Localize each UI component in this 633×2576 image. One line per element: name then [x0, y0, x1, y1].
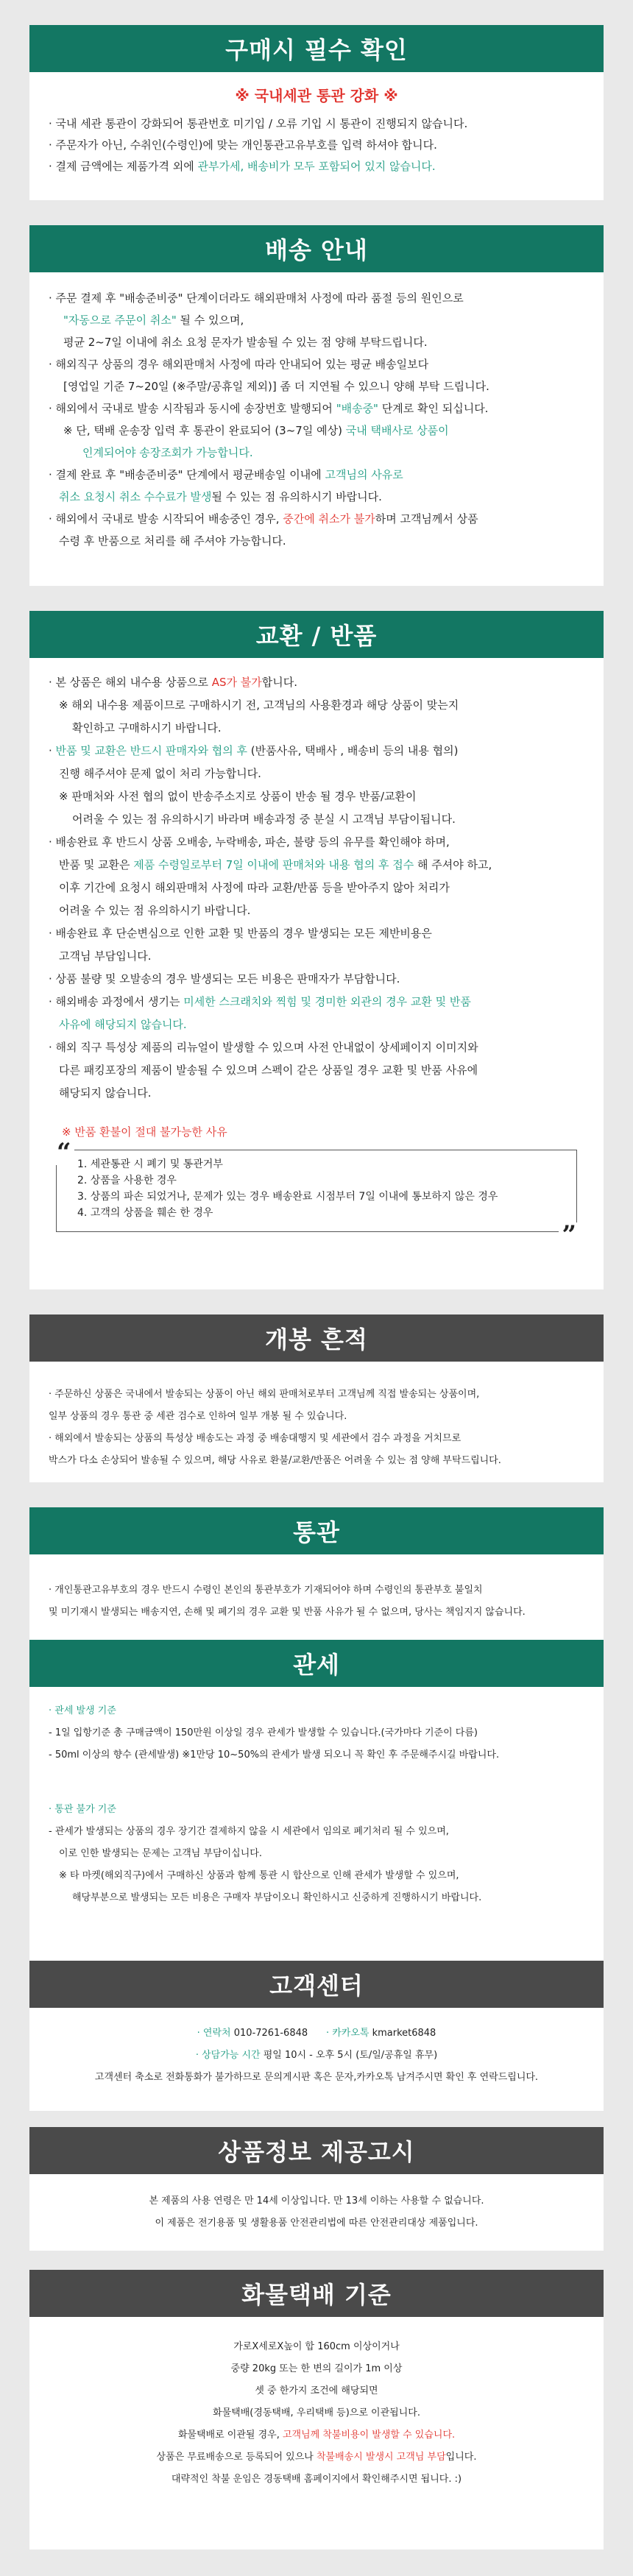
shipping-line: ※ 단, 택배 운송장 입력 후 통관이 완료되어 (3~7일 예상) 국내 택배사로 상품이	[63, 424, 449, 437]
shipping-line: 평균 2~7일 이내에 취소 요청 문자가 발송될 수 있는 점 양해 부탁드립니다.	[63, 336, 428, 349]
tax-line: - 50ml 이상의 향수 (관세발생) ※1만당 10~50%의 관세가 발생 되오니 꼭 확인 후 주문해주시길 바랍니다.	[49, 1749, 500, 1761]
tax-sub-heading: · 관세 발생 기준	[49, 1705, 116, 1716]
reason-item: 1. 세관통관 시 폐기 및 통관거부	[77, 1158, 223, 1170]
tax-sub-heading: · 통관 불가 기준	[49, 1804, 116, 1815]
customs-alert: ※ 국내세관 통관 강화 ※	[235, 87, 398, 105]
cs-section	[29, 1961, 604, 2111]
exchange-line: 어려울 수 있는 점 유의하시기 바라며 배송과정 중 분실 시 고객님 부담이됩니다.	[72, 813, 456, 826]
freight-line: 가로X세로X높이 합 160cm 이상이거나	[233, 2341, 400, 2352]
tax-line: 이로 인한 발생되는 문제는 고객님 부담이십니다.	[59, 1848, 262, 1859]
opening-line: · 해외에서 발송되는 상품의 특성상 배송도는 과정 중 배송대행지 및 세관에서 검수 과정을 거치므로	[49, 1433, 462, 1444]
exchange-line: 확인하고 구매하시기 바랍니다.	[72, 721, 222, 735]
shipping-section	[29, 225, 604, 586]
cs-title: 고객센터	[29, 1961, 604, 2008]
no-refund-reasons	[56, 1138, 577, 1250]
opening-line: · 주문하신 상품은 국내에서 발송되는 상품이 아닌 해외 판매처로부터 고객님께 직접 발송되는 상품이며,	[49, 1389, 480, 1400]
tax-title: 관세	[29, 1640, 604, 1687]
freight-line: 대략적인 착불 운임은 경동택배 홈페이지에서 확인해주시면 됩니다. :)	[171, 2474, 462, 2485]
opening-line: 일부 상품의 경우 통관 중 세관 검수로 인하여 일부 개봉 될 수 있습니다.	[49, 1411, 347, 1422]
freight-section	[29, 2270, 604, 2550]
tax-line: - 1일 입항기준 총 구매금액이 150만원 이상일 경우 관세가 발생할 수 있습니다.(국가마다 기준이 다름)	[49, 1727, 478, 1738]
exchange-line: 고객님 부담입니다.	[59, 949, 152, 963]
notice-line: 본 제품의 사용 연령은 만 14세 이상입니다. 만 13세 이하는 사용할 수 없습니다.	[149, 2195, 484, 2207]
exchange-line: 다른 패킹포장의 제품이 발송될 수 있으며 스펙이 같은 상품일 경우 교환 및 반품 사유에	[59, 1064, 478, 1077]
shipping-line: 수령 후 반품으로 처리를 해 주셔야 가능합니다.	[59, 534, 286, 548]
exchange-line: · 해외배송 과정에서 생기는 미세한 스크래치와 찍힘 및 경미한 외관의 경우 교환 및 반품	[49, 995, 471, 1008]
shipping-line: · 주문 결제 후 "배송준비중" 단계이더라도 해외판매처 사정에 따라 품절 등의 원인으로	[49, 291, 464, 305]
customs-section	[29, 1507, 604, 1646]
customs-line: 및 미기재시 발생되는 배송지연, 손해 및 폐기의 경우 교환 및 반품 사유가 될 수 없으며, 당사는 책임지지 않습니다.	[49, 1607, 526, 1618]
no-refund-warning: ※ 반품 환불이 절대 불가능한 사유	[62, 1125, 227, 1139]
exchange-line: ※ 판매처와 사전 협의 없이 반송주소지로 상품이 반송 될 경우 반품/교환이	[59, 790, 417, 803]
shipping-title: 배송 안내	[29, 225, 604, 272]
exchange-section	[29, 611, 604, 1289]
opening-line: 박스가 다소 손상되어 발송될 수 있으며, 해당 사유로 환불/교환/반품은 어려울 수 있는 점 양해 부탁드립니다.	[49, 1455, 501, 1466]
exchange-line: · 배송완료 후 반드시 상품 오배송, 누락배송, 파손, 불량 등의 유무를 확인해야 하며,	[49, 835, 450, 849]
exchange-line: ※ 해외 내수용 제품이므로 구매하시기 전, 고객님의 사용환경과 해당 상품이 맞는지	[59, 698, 459, 712]
purchase-section	[29, 25, 604, 200]
purchase-line-1: · 국내 세관 통관이 강화되어 통관번호 미기입 / 오류 기입 시 통관이 진행되지 않습니다.	[49, 117, 468, 130]
freight-line: 중량 20kg 또는 한 변의 길이가 1m 이상	[230, 2363, 403, 2374]
shipping-line: 인계되어야 송장조회가 가능합니다.	[82, 446, 253, 459]
cs-hours-row: · 상담가능 시간 평일 10시 - 오후 5시 (토/일/공휴일 휴무)	[195, 2050, 438, 2061]
customs-title: 통관	[29, 1507, 604, 1554]
exchange-line: 이후 기간에 요청시 해외판매처 사정에 따라 교환/반품 등을 받아주지 않아 처리가	[59, 881, 450, 894]
phone-number[interactable]: 010-7261-6848	[233, 2028, 308, 2039]
customs-line: · 개인통관고유부호의 경우 반드시 수령인 본인의 통관부호가 기재되어야 하며 수령인의 통관부호 불일치	[49, 1585, 483, 1596]
exchange-title: 교환 / 반품	[29, 611, 604, 658]
freight-line: 상품은 무료배송으로 등록되어 있으나 착불배송시 발생시 고객님 부담입니다.	[156, 2452, 477, 2463]
notice-section	[29, 2127, 604, 2251]
exchange-line: 반품 및 교환은 제품 수령일로부터 7일 이내에 판매처와 내용 협의 후 접수 해 주셔야 하고,	[59, 858, 492, 871]
quote-close-icon: ”	[559, 1222, 579, 1248]
exchange-line: 사유에 해당되지 않습니다.	[59, 1018, 187, 1031]
freight-line: 셋 중 한가지 조건에 해당되면	[255, 2385, 378, 2396]
freight-line: 화물택배(경동택배, 우리택배 등)으로 이관됩니다.	[213, 2407, 420, 2418]
opening-section	[29, 1314, 604, 1482]
exchange-line: · 상품 불량 및 오발송의 경우 발생되는 모든 비용은 판매자가 부담합니다.	[49, 972, 400, 986]
tax-line: 해당부분으로 발생되는 모든 비용은 구매자 부담이오니 확인하시고 신중하게 진행하시기 바랍니다.	[72, 1892, 482, 1903]
shipping-line: · 해외직구 상품의 경우 해외판매처 사정에 따라 안내되어 있는 평균 배송일보다	[49, 358, 429, 371]
exchange-line: · 본 상품은 해외 내수용 상품으로 AS가 불가합니다.	[49, 676, 298, 689]
freight-title: 화물택배 기준	[29, 2270, 604, 2317]
notice-line: 이 제품은 전기용품 및 생활용품 안전관리법에 따른 안전관리대상 제품입니다.	[155, 2218, 478, 2229]
quote-open-icon: “	[54, 1140, 74, 1165]
tax-line: - 관세가 발생되는 상품의 경우 장기간 결제하지 않을 시 세관에서 임의로 폐기처리 될 수 있으며,	[49, 1826, 449, 1837]
shipping-line: · 해외에서 국내로 발송 시작되어 배송중인 경우, 중간에 취소가 불가하며 고객님께서 상품	[49, 512, 478, 526]
exchange-line: 해당되지 않습니다.	[59, 1086, 152, 1100]
cs-note: 고객센터 축소로 전화통화가 불가하므로 문의게시판 혹은 문자,카카오톡 남겨주시면 확인 후 연락드립니다.	[94, 2072, 539, 2083]
cs-contact-row: · 연락처 010-7261-6848 · 카카오톡 kmarket6848	[197, 2028, 436, 2039]
reason-item: 3. 상품의 파손 되었거나, 문제가 있는 경우 배송완료 시점부터 7일 이내에 통보하지 않은 경우	[77, 1191, 498, 1203]
exchange-line: · 배송완료 후 단순변심으로 인한 교환 및 반품의 경우 발생되는 모든 제반비용은	[49, 927, 432, 940]
kakao-id[interactable]: kmarket6848	[372, 2028, 436, 2039]
exchange-line: 진행 해주셔야 문제 없이 처리 가능합니다.	[59, 767, 261, 780]
exchange-line: · 해외 직구 특성상 제품의 리뉴얼이 발생할 수 있으며 사전 안내없이 상세페이지 이미지와	[49, 1041, 478, 1054]
notice-title: 상품정보 제공고시	[29, 2127, 604, 2174]
reason-item: 4. 고객의 상품을 훼손 한 경우	[77, 1207, 213, 1219]
freight-line: 화물택배로 이관될 경우, 고객님께 착불비용이 발생할 수 있습니다.	[177, 2430, 456, 2441]
purchase-title: 구매시 필수 확인	[29, 25, 604, 72]
shipping-line: 취소 요청시 취소 수수료가 발생될 수 있는 점 유의하시기 바랍니다.	[59, 490, 382, 503]
exchange-line: · 반품 및 교환은 반드시 판매자와 협의 후 (반품사유, 택배사 , 배송비 등의 내용 협의)	[49, 744, 459, 757]
purchase-line-2: · 주문자가 아닌, 수취인(수령인)에 맞는 개인통관고유부호를 입력 하셔야 합니다.	[49, 138, 437, 152]
exchange-line: 어려울 수 있는 점 유의하시기 바랍니다.	[59, 904, 251, 917]
tax-section	[29, 1640, 604, 1961]
purchase-line-3: · 결제 금액에는 제품가격 외에 관부가세, 배송비가 모두 포함되어 있지 않습니다.	[49, 160, 436, 173]
shipping-line: · 해외에서 국내로 발송 시작됨과 동시에 송장번호 발행되어 "배송중" 단계로 확인 되십니다.	[49, 402, 489, 415]
shipping-line: [영업일 기준 7~20일 (※주말/공휴일 제외)] 좀 더 지연될 수 있으니 양해 부탁 드립니다.	[63, 380, 489, 393]
tax-line: ※ 타 마켓(해외직구)에서 구매하신 상품과 함께 통관 시 합산으로 인해 관세가 발생할 수 있으며,	[59, 1870, 459, 1881]
shipping-line: "자동으로 주문이 취소" 될 수 있으며,	[63, 314, 244, 327]
opening-title: 개봉 흔적	[29, 1314, 604, 1362]
shipping-line: · 결제 완료 후 "배송준비중" 단계에서 평균배송일 이내에 고객님의 사유로	[49, 468, 403, 481]
reason-item: 2. 상품을 사용한 경우	[77, 1175, 177, 1186]
